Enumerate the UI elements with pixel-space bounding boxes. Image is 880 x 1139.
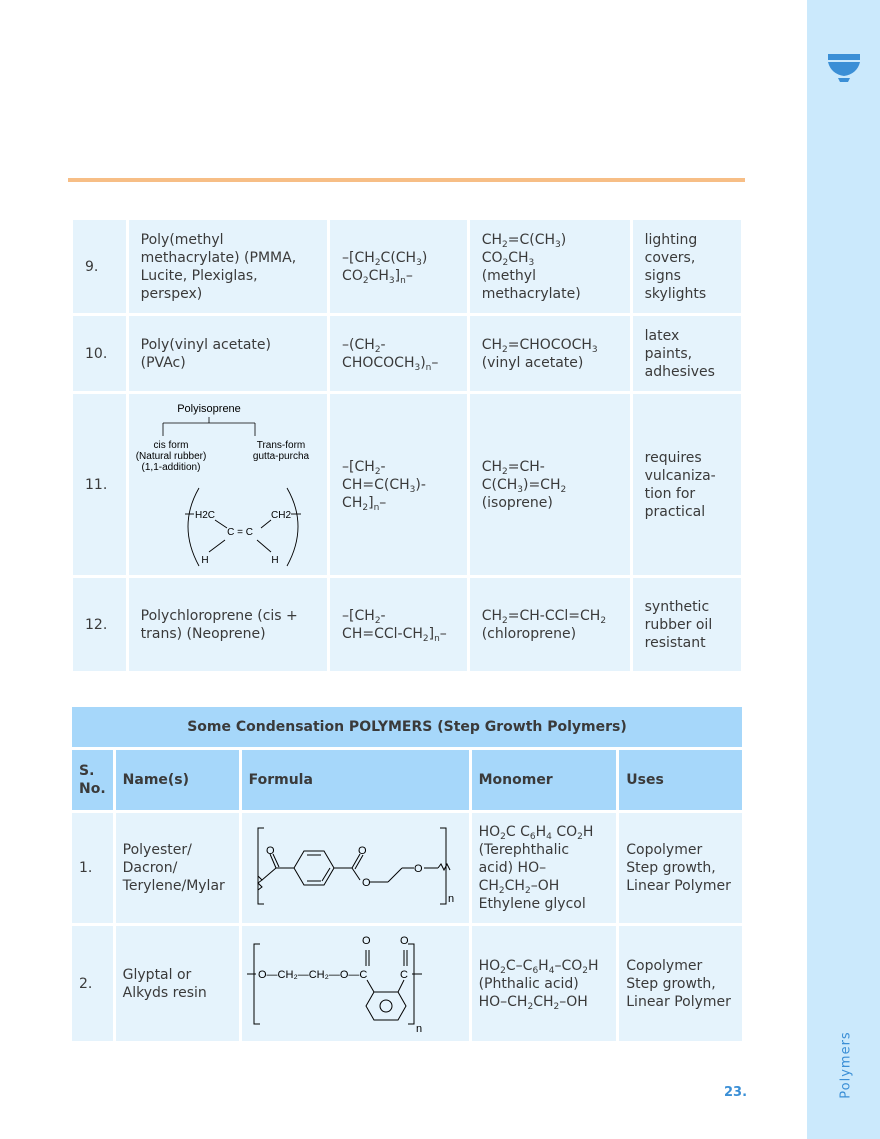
condensation-polymer-table <box>69 704 745 1044</box>
repeat-subscript: n <box>415 1022 422 1035</box>
group-label: H2C <box>194 509 215 521</box>
row-number: 2. <box>72 926 113 1041</box>
page-number: 23. <box>724 1085 748 1100</box>
pet-structure <box>242 813 469 923</box>
polymer-uses: latex paints, adhesives <box>633 316 741 391</box>
polymer-uses: synthetic rubber oil resistant <box>633 578 741 671</box>
uses-cell: Copolymer Step growth, Linear Polymer <box>619 813 742 923</box>
row-number: 12. <box>73 578 126 671</box>
polymer-formula: $-(CH_2-$ $CHOCOCH_3)_n-$ <box>330 316 467 391</box>
table-row <box>73 220 741 313</box>
header-rule <box>68 178 745 182</box>
group-label: CH2 <box>270 509 291 521</box>
row-number: 1. <box>72 813 113 923</box>
polymer-uses: requires vulcaniza-tion for practical <box>633 394 741 575</box>
monomer-cell: $HO_2C$ $C_6H_4$ $CO_2H$ (Terephthalic acid) HO– $CH_2CH_2-OH$ Ethylene glycol <box>472 813 617 923</box>
polymer-monomer: $CH_2=CHOCOCH_3$ (vinyl acetate) <box>470 316 630 391</box>
section-label: Polymers <box>838 1031 854 1099</box>
atom-label: H <box>201 554 209 566</box>
polymer-formula: $-[CH_2-$ $CH=C(CH_3)-$ $CH_2]_n-$ <box>330 394 467 575</box>
atom-label: O <box>413 863 423 875</box>
glyptal-structure <box>242 926 469 1041</box>
atom-label: O <box>265 845 275 857</box>
table-row <box>73 394 741 575</box>
row-number: 10. <box>73 316 126 391</box>
polymer-name: Polychloroprene (cis + trans) (Neoprene) <box>129 578 327 671</box>
brand-logo-icon <box>827 52 861 82</box>
double-bond-label: C = C <box>226 526 253 538</box>
polymer-formula: $-[CH_2-$ $CH=CCl-CH_2]_n-$ <box>330 578 467 671</box>
atom-label: O <box>399 934 409 947</box>
atom-label: O <box>357 845 367 857</box>
diagram-title: Polyisoprene <box>176 402 241 415</box>
trans-note: gutta-purcha <box>252 450 309 462</box>
table-title: Some Condensation POLYMERS (Step Growth Polymers) <box>72 707 742 747</box>
col-header-name: Name(s) <box>116 750 239 810</box>
atom-label: C <box>399 968 408 981</box>
col-header-uses: Uses <box>619 750 742 810</box>
monomer-cell: $HO_2C-C_6H_4-CO_2H$ (Phthalic acid) $HO-CH_2CH_2-OH$ <box>472 926 617 1041</box>
polymer-monomer: $CH_2=C(CH_3)$ $CO_2CH_3$ (methyl methacrylate) <box>470 220 630 313</box>
table-row <box>72 926 742 1041</box>
table-row <box>73 316 741 391</box>
col-header-no: S. No. <box>72 750 113 810</box>
table-row <box>72 813 742 923</box>
polymer-name: Poly(methyl methacrylate) (PMMA, Lucite, Plexiglas, perspex) <box>129 220 327 313</box>
polymer-monomer: $CH_2=CH-CCl=CH_2$ (chloroprene) <box>470 578 630 671</box>
col-header-monomer: Monomer <box>472 750 617 810</box>
cis-note: (Natural rubber) <box>135 450 206 462</box>
polymer-uses: lighting covers, signs skylights <box>633 220 741 313</box>
atom-label: H <box>271 554 279 566</box>
polymer-monomer: $CH_2=CH-$ $C(CH_3)=CH_2$ (isoprene) <box>470 394 630 575</box>
uses-cell: Copolymer Step growth, Linear Polymer <box>619 926 742 1041</box>
polyisoprene-diagram <box>129 394 327 575</box>
chain-label: O—CH₂—CH₂—O—C <box>257 968 367 981</box>
polymer-formula: $-[CH_2C(CH_3)$ $CO_2CH_3]_n-$ <box>330 220 467 313</box>
polymer-name: Poly(vinyl acetate) (PVAc) <box>129 316 327 391</box>
polymer-name: Polyester/ Dacron/ Terylene/Mylar <box>116 813 239 923</box>
atom-label: O <box>361 934 371 947</box>
row-number: 9. <box>73 220 126 313</box>
addition-polymer-table <box>70 217 744 674</box>
trans-label: Trans-form <box>256 439 305 451</box>
right-sidebar <box>807 0 880 1139</box>
cis-label: cis form <box>153 439 189 451</box>
atom-label: O <box>361 877 371 889</box>
header-row <box>72 750 742 810</box>
cis-note: (1,1-addition) <box>141 461 201 473</box>
col-header-formula: Formula <box>242 750 469 810</box>
repeat-subscript: n <box>447 893 454 905</box>
table-row <box>73 578 741 671</box>
row-number: 11. <box>73 394 126 575</box>
polymer-name: Glyptal or Alkyds resin <box>116 926 239 1041</box>
